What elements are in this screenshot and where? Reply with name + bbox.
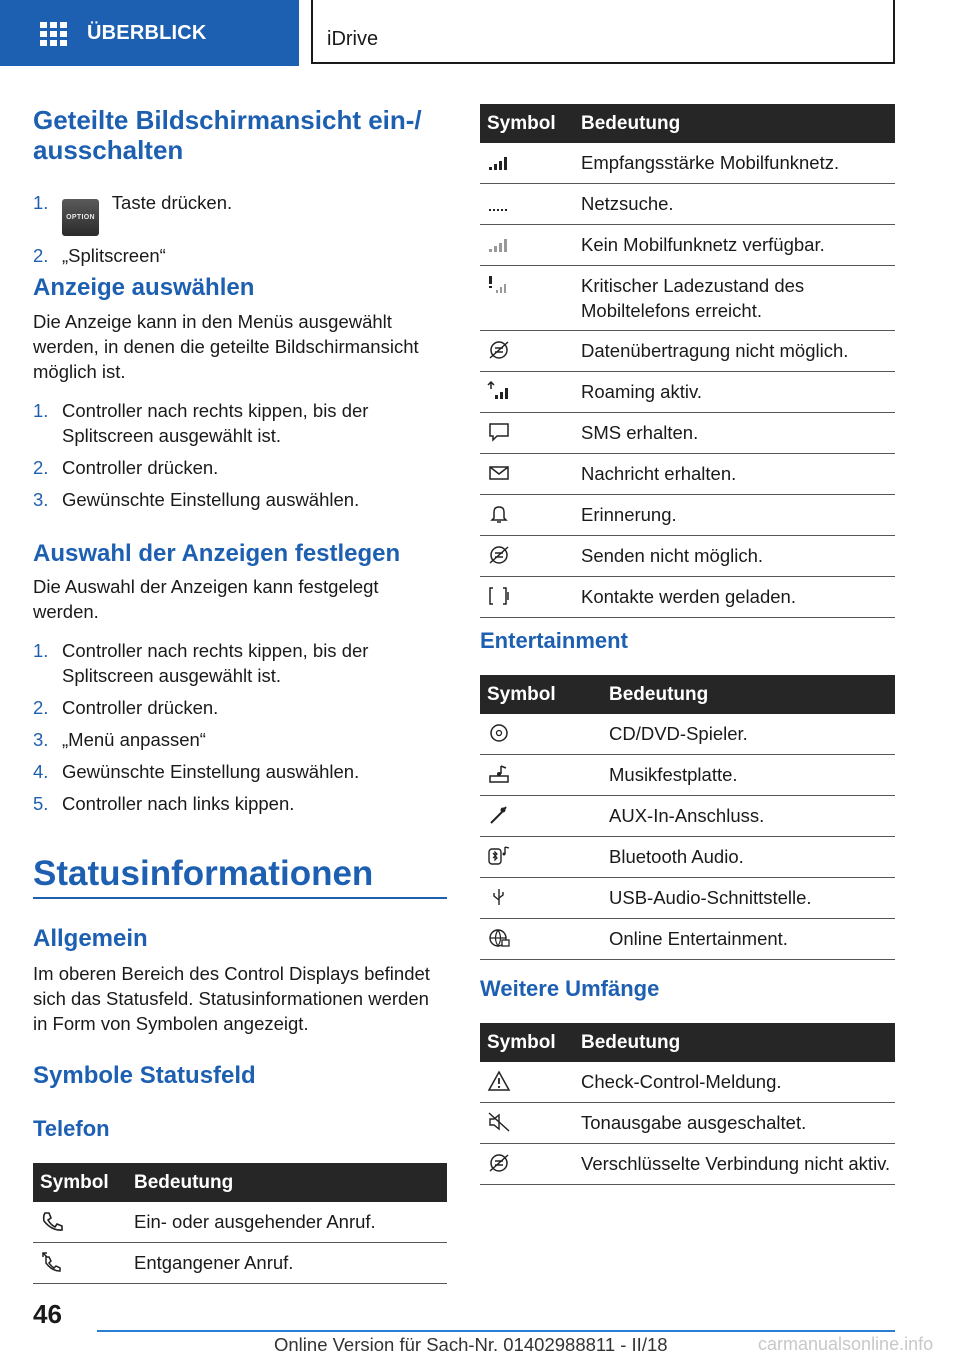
table-row: [480, 184, 895, 225]
table-cell: Tonausgabe ausgeschaltet.: [574, 1103, 895, 1144]
entertainment-heading: Entertainment: [480, 628, 628, 653]
table-cell: Verschlüsselte Verbindung nicht aktiv.: [574, 1144, 895, 1185]
table-cell: Kritischer Ladezustand des Mobiltelefons erreicht.: [574, 266, 895, 331]
heading-rule: [33, 897, 447, 899]
define-display-text: Die Auswahl der Anzeigen kann festgelegt werden.: [33, 576, 379, 622]
watermark: carmanualsonline.info: [758, 1334, 934, 1354]
section-header-label: iDrive: [327, 28, 379, 50]
table-row: [480, 143, 895, 184]
warning-triangle-icon: [487, 1070, 511, 1092]
list-item: 2. Controller drücken.: [33, 457, 219, 478]
select-display-steps: [33, 398, 447, 519]
table-cell: Kein Mobilfunknetz verfügbar.: [574, 225, 895, 266]
page-number: 46: [33, 1299, 62, 1329]
bluetooth-audio-icon: [487, 845, 511, 867]
table-row: [480, 577, 895, 618]
table-cell: Entgangener Anruf.: [127, 1243, 447, 1284]
column-header-symbol: Symbol: [480, 675, 602, 714]
online-version-text: Online Version für Sach-Nr. 01402988811 - II/18: [274, 1334, 668, 1355]
unencrypted-icon: [487, 1152, 511, 1174]
battery-critical-icon: [487, 274, 511, 296]
table-cell: Netzsuche.: [574, 184, 895, 225]
no-data-icon: [487, 339, 511, 361]
network-search-icon: [487, 192, 511, 214]
entertainment-symbol-table: [480, 675, 895, 960]
table-row: [33, 1243, 447, 1284]
table-row: [480, 372, 895, 413]
table-row: [480, 266, 895, 331]
footer-rule: [97, 1330, 895, 1332]
mail-icon: [487, 462, 511, 484]
table-row: [480, 878, 895, 919]
table-row: [480, 837, 895, 878]
table-cell: CD/DVD-Spieler.: [602, 714, 895, 755]
table-row: [480, 1103, 895, 1144]
table-cell: Roaming aktiv.: [574, 372, 895, 413]
table-row: [480, 1062, 895, 1103]
section-header: [311, 0, 895, 64]
table-cell: Ein- oder ausgehender Anruf.: [127, 1202, 447, 1243]
list-item: 3. „Menü anpassen“: [33, 729, 206, 750]
table-cell: USB-Audio-Schnittstelle.: [602, 878, 895, 919]
further-features-heading: Weitere Umfänge: [480, 976, 660, 1001]
telephone-symbol-table: [33, 1163, 447, 1284]
phone-call-icon: [40, 1210, 64, 1232]
signal-strength-icon: [487, 151, 511, 173]
table-row: [480, 536, 895, 577]
table-cell: Nachricht erhalten.: [574, 454, 895, 495]
list-item: 2. Controller drücken.: [33, 697, 219, 718]
column-header-meaning: Bedeutung: [602, 675, 895, 714]
column-header-meaning: Bedeutung: [127, 1163, 447, 1202]
table-row: [480, 413, 895, 454]
table-cell: Erinnerung.: [574, 495, 895, 536]
define-display-steps: [33, 638, 447, 823]
hard-disk-icon: [487, 763, 511, 785]
column-header-symbol: Symbol: [480, 104, 574, 143]
telephone-symbol-table-continued: [480, 104, 895, 618]
aux-plug-icon: [487, 804, 511, 826]
missed-call-icon: [40, 1251, 64, 1273]
list-item: 1. Controller nach rechts kippen, bis der Splitscreen ausgewählt ist.: [33, 640, 369, 686]
table-cell: Bluetooth Audio.: [602, 837, 895, 878]
list-item: 4. Gewünschte Einstellung auswählen.: [33, 761, 360, 782]
sms-icon: [487, 421, 511, 443]
table-row: [480, 1144, 895, 1185]
table-cell: Check-Control-Meldung.: [574, 1062, 895, 1103]
overview-tab[interactable]: [0, 0, 299, 66]
table-cell: Datenübertragung nicht möglich.: [574, 331, 895, 372]
send-blocked-icon: [487, 544, 511, 566]
speaker-muted-icon: [487, 1111, 511, 1133]
roaming-icon: [487, 380, 511, 402]
usb-icon: [487, 886, 511, 908]
column-header-symbol: Symbol: [33, 1163, 127, 1202]
table-cell: Senden nicht möglich.: [574, 536, 895, 577]
list-item: 1. Controller nach rechts kippen, bis der Splitscreen ausgewählt ist.: [33, 400, 369, 446]
status-symbols-heading: Symbole Statusfeld: [33, 1062, 256, 1089]
table-cell: SMS erhalten.: [574, 413, 895, 454]
split-screen-steps: [33, 190, 447, 275]
column-header-meaning: Bedeutung: [574, 1023, 895, 1062]
online-entertainment-icon: [487, 927, 511, 949]
table-cell: Online Entertainment.: [602, 919, 895, 960]
telephone-heading: Telefon: [33, 1116, 110, 1141]
further-features-table: [480, 1023, 895, 1185]
no-network-icon: [487, 233, 511, 255]
bell-icon: [487, 503, 511, 525]
overview-tab-label: ÜBERBLICK: [87, 21, 207, 44]
grid-icon: [40, 22, 67, 45]
table-row: [480, 225, 895, 266]
list-item: 5. Controller nach links kippen.: [33, 793, 295, 814]
table-row: [480, 454, 895, 495]
table-row: [480, 919, 895, 960]
table-row: [480, 331, 895, 372]
select-display-text: Die Anzeige kann in den Menüs ausgewählt werden, in denen die geteilte Bildschirmansicht möglich ist.: [33, 311, 419, 382]
table-cell: AUX-In-Anschluss.: [602, 796, 895, 837]
table-row: [480, 495, 895, 536]
option-button-icon: OPTION: [62, 199, 99, 236]
column-header-meaning: Bedeutung: [574, 104, 895, 143]
table-row: [480, 755, 895, 796]
table-row: [33, 1202, 447, 1243]
split-screen-heading: Geteilte Bildschirmansicht ein-/ ausschalten: [33, 105, 422, 165]
list-item: 1. OPTION Taste drücken.: [33, 190, 447, 236]
table-row: [480, 714, 895, 755]
general-text: Im oberen Bereich des Control Displays befindet sich das Statusfeld. Statusinformationen werden in Form von Symbolen angezeigt.: [33, 963, 430, 1034]
general-heading: Allgemein: [33, 925, 148, 952]
disc-icon: [487, 722, 511, 744]
column-header-symbol: Symbol: [480, 1023, 574, 1062]
list-item: 3. Gewünschte Einstellung auswählen.: [33, 489, 360, 510]
table-row: [480, 796, 895, 837]
table-cell: Musikfestplatte.: [602, 755, 895, 796]
select-display-heading: Anzeige auswählen: [33, 274, 255, 301]
table-cell: Kontakte werden geladen.: [574, 577, 895, 618]
status-info-heading: Statusinformationen: [33, 854, 374, 893]
table-cell: Empfangsstärke Mobilfunknetz.: [574, 143, 895, 184]
contacts-loading-icon: [487, 585, 511, 607]
define-display-heading: Auswahl der Anzeigen festlegen: [33, 540, 401, 567]
list-item: 2. „Splitscreen“: [33, 245, 166, 266]
